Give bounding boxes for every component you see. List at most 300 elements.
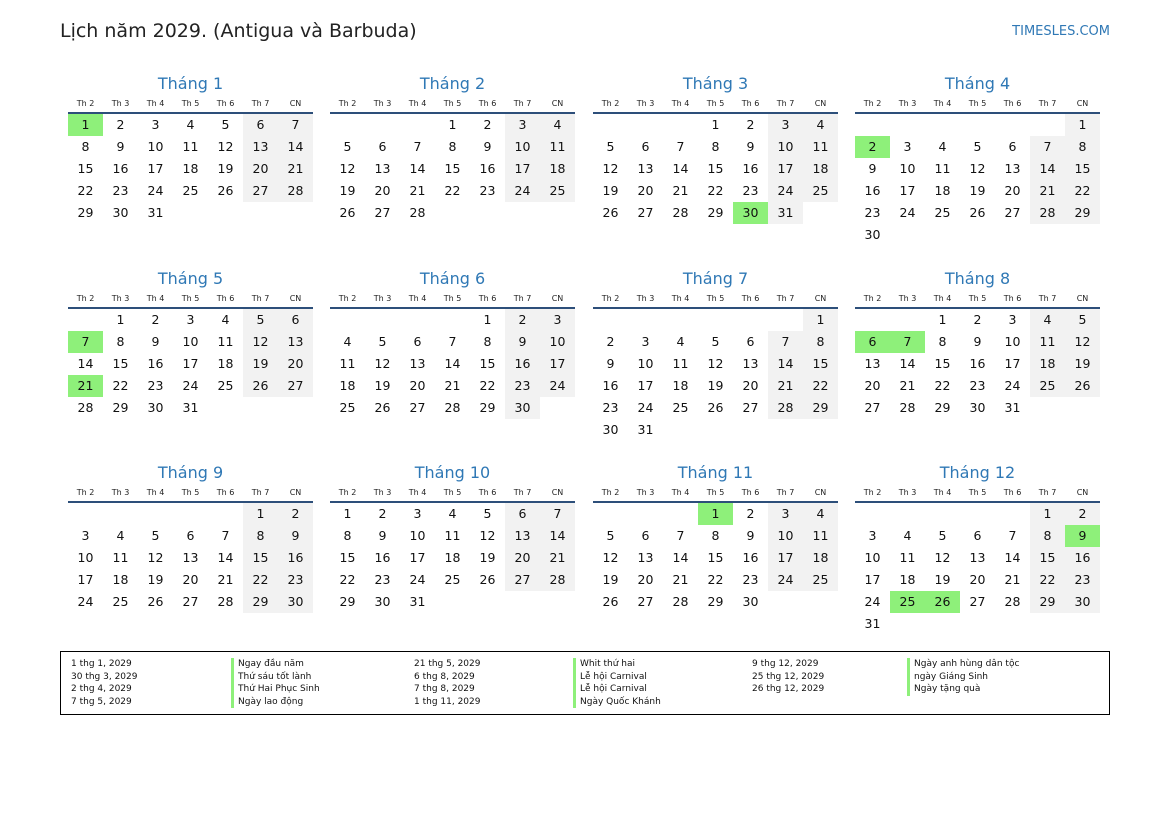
weekday-header [68,487,313,499]
weekday-label: Th 6 [216,99,235,108]
day-cell: 8 [243,525,278,547]
weekday-label: Th 6 [478,488,497,497]
week-row [330,136,575,158]
day-cell: 3 [540,309,575,331]
empty-cell [890,503,925,525]
weekday-label: Th 2 [601,294,620,303]
empty-cell [330,114,365,136]
empty-cell [138,503,173,525]
day-cell: 1 [243,503,278,525]
day-cell: 1 [483,312,492,327]
day-cell: 22 [339,572,356,587]
site-link[interactable]: TIMESLES.COM [1012,24,1110,39]
day-cell: 5 [606,528,615,543]
day-cell: 26 [147,594,164,609]
weekday-label: CN [1076,99,1089,108]
day-cell: 29 [1065,202,1100,224]
day-cell: 9 [746,528,755,543]
day-cell: 20 [278,353,313,375]
weekday-label: Th 5 [706,99,725,108]
day-cell: 18 [934,183,951,198]
weekday-label: Th 3 [373,294,392,303]
weekday-label: Th 6 [1003,99,1022,108]
day-cell: 23 [479,183,496,198]
day-cell: 11 [444,528,461,543]
month-title: Tháng 9 [157,463,224,482]
day-cell: 31 [409,594,426,609]
empty-cell [103,503,138,525]
day-cell: 27 [637,594,654,609]
week-row [855,547,1100,569]
week-row [330,569,575,591]
month-title: Tháng 6 [419,269,486,288]
empty-cell [925,114,960,136]
holiday-day-cell: 9 [1065,525,1100,547]
legend-holiday-name: Ngày lao động [231,696,320,709]
weekday-label: Th 5 [181,99,200,108]
day-cell: 10 [899,161,916,176]
day-cell: 13 [637,161,654,176]
week-row [330,591,575,613]
empty-cell [68,309,103,331]
day-cell: 6 [378,139,387,154]
day-cell: 20 [1004,183,1021,198]
week-row [330,525,575,547]
day-cell: 23 [505,375,540,397]
empty-cell [995,114,1030,136]
empty-cell [278,202,313,224]
day-cell: 10 [864,550,881,565]
empty-cell [400,309,435,331]
day-cell: 29 [707,594,724,609]
day-cell: 19 [147,572,164,587]
week-row [68,569,313,591]
empty-cell [698,419,733,441]
week-row [330,114,575,136]
week-row [593,202,838,224]
day-cell: 31 [182,400,199,415]
day-cell: 18 [803,158,838,180]
day-cell: 5 [711,334,720,349]
week-row [330,158,575,180]
empty-cell [803,202,838,224]
day-cell: 25 [112,594,129,609]
month-calendar [593,461,838,613]
empty-cell [365,309,400,331]
day-cell: 21 [1030,180,1065,202]
holiday-day-cell: 21 [68,375,103,397]
weekday-label: Th 5 [181,294,200,303]
day-cell: 12 [479,528,496,543]
empty-cell [960,503,995,525]
weekday-label: CN [289,488,302,497]
weekday-label: CN [289,99,302,108]
day-cell: 23 [602,400,619,415]
empty-cell [400,114,435,136]
day-cell: 20 [243,158,278,180]
day-cell: 11 [339,356,356,371]
legend-name-column [907,658,1019,696]
day-cell: 19 [339,183,356,198]
month-title: Tháng 1 [157,74,224,93]
day-cell: 26 [969,205,986,220]
week-row [68,547,313,569]
legend-holiday-name: Ngày tặng quà [907,683,1019,696]
day-cell: 18 [1030,353,1065,375]
week-row [593,547,838,569]
month-calendar [330,72,575,224]
day-cell: 25 [444,572,461,587]
day-cell: 10 [147,139,164,154]
day-cell: 28 [1004,594,1021,609]
day-cell: 21 [217,572,234,587]
day-cell: 22 [77,183,94,198]
day-cell: 30 [278,591,313,613]
day-cell: 1 [1030,503,1065,525]
day-cell: 15 [934,356,951,371]
day-cell: 30 [1065,591,1100,613]
weekday-label: Th 7 [513,488,532,497]
legend-date-column [414,658,480,708]
day-cell: 6 [505,503,540,525]
day-cell: 10 [1004,334,1021,349]
legend-date: 30 thg 3, 2029 [71,671,138,682]
weekday-label: Th 4 [933,488,952,497]
day-cell: 5 [606,139,615,154]
month-calendar [68,461,313,613]
weekday-label: Th 5 [443,488,462,497]
day-cell: 6 [641,139,650,154]
week-row [68,158,313,180]
day-cell: 20 [969,572,986,587]
day-cell: 19 [969,183,986,198]
day-cell: 4 [186,117,195,132]
week-row [330,353,575,375]
empty-cell [593,309,628,331]
day-cell: 2 [505,309,540,331]
day-cell: 14 [899,356,916,371]
day-cell: 15 [339,550,356,565]
day-cell: 17 [899,183,916,198]
day-cell: 9 [973,334,982,349]
holiday-day-cell: 7 [68,331,103,353]
day-cell: 26 [217,183,234,198]
day-cell: 6 [186,528,195,543]
day-cell: 1 [1065,114,1100,136]
legend-name-column [231,658,320,708]
day-cell: 28 [444,400,461,415]
weekday-header [593,293,838,305]
empty-cell [435,309,470,331]
day-cell: 4 [221,312,230,327]
empty-cell [663,309,698,331]
month-title: Tháng 3 [682,74,749,93]
day-cell: 18 [444,550,461,565]
day-cell: 3 [903,139,912,154]
day-cell: 30 [147,400,164,415]
day-cell: 4 [1030,309,1065,331]
day-cell: 3 [413,506,422,521]
empty-cell [365,114,400,136]
month-title: Tháng 10 [414,463,491,482]
day-cell: 23 [742,183,759,198]
day-cell: 7 [1008,528,1017,543]
holiday-day-cell: 30 [733,202,768,224]
weekday-label: Th 4 [933,99,952,108]
day-cell: 13 [182,550,199,565]
week-row [855,569,1100,591]
week-row [593,353,838,375]
weekday-label: Th 5 [181,488,200,497]
day-cell: 12 [602,161,619,176]
day-cell: 18 [339,378,356,393]
day-cell: 5 [151,528,160,543]
month-title: Tháng 5 [157,269,224,288]
week-row [68,331,313,353]
day-cell: 4 [116,528,125,543]
day-cell: 6 [973,528,982,543]
weekday-label: CN [1076,294,1089,303]
week-row [855,353,1100,375]
day-cell: 11 [672,356,689,371]
day-cell: 18 [112,572,129,587]
day-cell: 4 [938,139,947,154]
day-cell: 16 [112,161,129,176]
weekday-label: Th 7 [513,99,532,108]
weekday-header [330,487,575,499]
day-cell: 1 [116,312,125,327]
day-cell: 10 [768,525,803,547]
day-cell: 22 [1030,569,1065,591]
empty-cell [243,397,278,419]
day-cell: 1 [938,312,947,327]
day-cell: 26 [243,375,278,397]
week-row [68,309,313,331]
day-cell: 21 [899,378,916,393]
empty-cell [890,309,925,331]
weekday-label: Th 7 [251,99,270,108]
day-cell: 6 [278,309,313,331]
day-cell: 3 [768,114,803,136]
month-calendar [68,267,313,419]
weekday-label: Th 5 [706,488,725,497]
weekday-label: Th 3 [636,294,655,303]
empty-cell [208,503,243,525]
week-row [855,591,1100,613]
day-cell: 10 [409,528,426,543]
day-cell: 18 [182,161,199,176]
week-row [593,419,838,441]
day-cell: 19 [479,550,496,565]
empty-cell [593,114,628,136]
day-cell: 28 [1030,202,1065,224]
week-row [68,202,313,224]
weekday-label: Th 2 [601,99,620,108]
day-cell: 8 [711,528,720,543]
day-cell: 12 [707,356,724,371]
weekday-label: Th 3 [898,294,917,303]
empty-cell [768,591,803,613]
legend-date-column [71,658,137,708]
legend-holiday-name: Thứ sáu tốt lành [231,671,320,684]
day-cell: 14 [768,353,803,375]
weekday-label: Th 4 [933,294,952,303]
day-cell: 31 [1004,400,1021,415]
day-cell: 24 [864,594,881,609]
day-cell: 7 [676,139,685,154]
day-cell: 5 [221,117,230,132]
weekday-label: Th 4 [671,294,690,303]
empty-cell [1065,224,1100,246]
empty-cell [628,309,663,331]
day-cell: 21 [672,183,689,198]
day-cell: 19 [602,183,619,198]
day-cell: 31 [864,616,881,631]
day-cell: 12 [339,161,356,176]
day-cell: 18 [540,158,575,180]
day-cell: 2 [746,117,755,132]
week-row [68,525,313,547]
weekday-label: CN [814,294,827,303]
day-cell: 19 [217,161,234,176]
day-cell: 26 [1065,375,1100,397]
day-cell: 14 [540,525,575,547]
empty-cell [960,114,995,136]
empty-cell [540,591,575,613]
week-row [593,309,838,331]
weekday-label: Th 6 [216,488,235,497]
weekday-label: Th 2 [601,488,620,497]
day-cell: 9 [116,139,125,154]
day-cell: 29 [112,400,129,415]
weekday-label: Th 3 [898,488,917,497]
empty-cell [628,503,663,525]
day-cell: 30 [742,594,759,609]
legend-holiday-name: ngày Giáng Sinh [907,671,1019,684]
week-row [855,224,1100,246]
day-cell: 5 [483,506,492,521]
day-cell: 8 [483,334,492,349]
week-row [855,180,1100,202]
empty-cell [733,419,768,441]
week-row [855,397,1100,419]
day-cell: 7 [413,139,422,154]
day-cell: 22 [1065,180,1100,202]
day-cell: 14 [217,550,234,565]
day-cell: 27 [182,594,199,609]
day-cell: 6 [746,334,755,349]
legend-holiday-name: Lễ hội Carnival [573,671,661,684]
day-cell: 22 [803,375,838,397]
day-cell: 16 [602,378,619,393]
weekday-label: Th 6 [216,294,235,303]
weekday-label: Th 3 [636,99,655,108]
day-cell: 3 [641,334,650,349]
day-cell: 19 [707,378,724,393]
day-cell: 5 [243,309,278,331]
week-row [68,353,313,375]
day-cell: 23 [864,205,881,220]
weekday-label: Th 2 [338,294,357,303]
day-cell: 13 [742,356,759,371]
weekday-header [593,487,838,499]
day-cell: 29 [707,205,724,220]
day-cell: 28 [77,400,94,415]
empty-cell [173,503,208,525]
day-cell: 12 [217,139,234,154]
legend-date: 26 thg 12, 2029 [752,684,825,694]
month-title: Tháng 12 [939,463,1016,482]
day-cell: 27 [374,205,391,220]
month-title: Tháng 7 [682,269,749,288]
empty-cell [540,397,575,419]
month-calendar [855,461,1100,635]
empty-cell [435,202,470,224]
weekday-label: Th 3 [636,488,655,497]
day-cell: 14 [444,356,461,371]
legend-date: 7 thg 8, 2029 [414,684,475,694]
week-row [593,136,838,158]
empty-cell [890,224,925,246]
day-cell: 28 [540,569,575,591]
day-cell: 5 [938,528,947,543]
day-cell: 10 [768,136,803,158]
day-cell: 7 [448,334,457,349]
day-cell: 26 [374,400,391,415]
day-cell: 15 [1030,547,1065,569]
weekday-label: Th 7 [1038,99,1057,108]
weekday-label: Th 3 [373,99,392,108]
day-cell: 24 [768,180,803,202]
weekday-label: Th 7 [251,488,270,497]
empty-cell [593,503,628,525]
legend-holiday-name: Ngày Quốc Khánh [573,696,661,709]
day-cell: 13 [864,356,881,371]
weekday-header [68,293,313,305]
day-cell: 16 [1065,547,1100,569]
day-cell: 28 [409,205,426,220]
day-cell: 7 [768,331,803,353]
weekday-label: Th 2 [863,488,882,497]
day-cell: 27 [742,400,759,415]
day-cell: 1 [803,309,838,331]
week-row [68,136,313,158]
day-cell: 15 [707,161,724,176]
holiday-day-cell: 7 [890,331,925,353]
empty-cell [890,613,925,635]
day-cell: 28 [672,594,689,609]
day-cell: 26 [339,205,356,220]
day-cell: 24 [182,378,199,393]
empty-cell [505,202,540,224]
day-cell: 28 [899,400,916,415]
day-cell: 15 [112,356,129,371]
day-cell: 20 [505,547,540,569]
week-row [855,503,1100,525]
weekday-header [855,487,1100,499]
weekday-label: CN [551,99,564,108]
day-cell: 17 [505,158,540,180]
day-cell: 7 [540,503,575,525]
weekday-label: Th 2 [338,99,357,108]
empty-cell [663,114,698,136]
day-cell: 28 [672,205,689,220]
day-cell: 5 [378,334,387,349]
day-cell: 8 [938,334,947,349]
day-cell: 30 [602,422,619,437]
day-cell: 2 [151,312,160,327]
empty-cell [855,503,890,525]
